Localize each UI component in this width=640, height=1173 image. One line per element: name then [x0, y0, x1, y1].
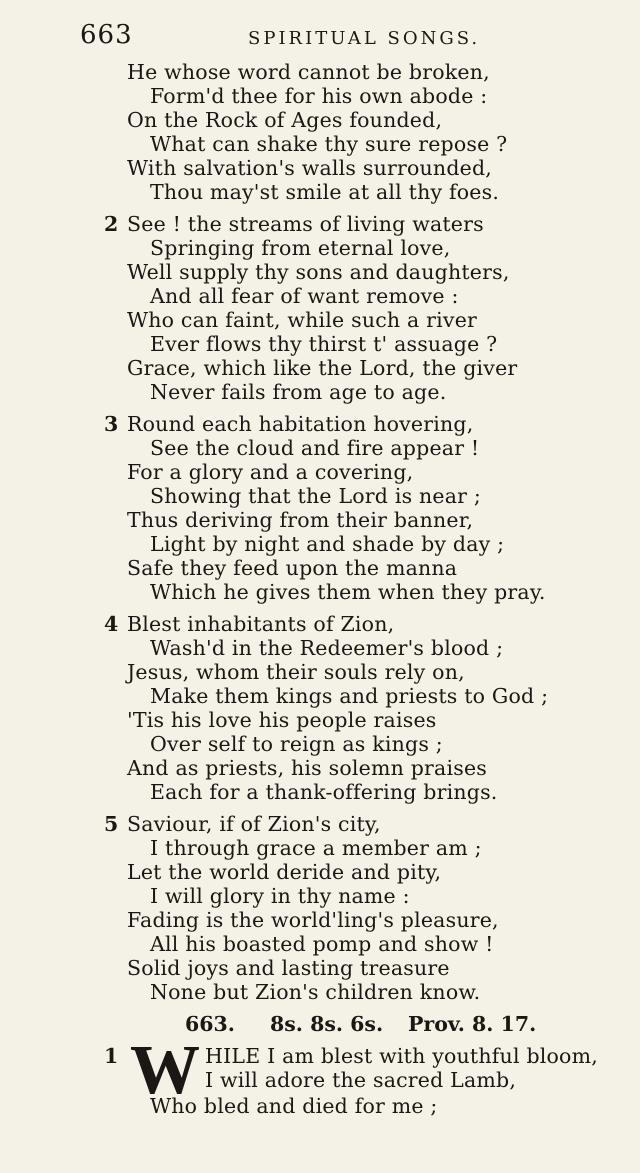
stanza-number: 5 [104, 812, 119, 836]
verse-line: Jesus, whom their souls rely on, [127, 660, 465, 684]
hymn-meter: 8s. 8s. 6s. [270, 1012, 384, 1036]
stanza-number: 3 [104, 412, 119, 436]
verse-line: Thus deriving from their banner, [127, 508, 474, 532]
verse-line: 'Tis his love his people raises [127, 708, 437, 732]
page-number: 663 [80, 20, 133, 50]
verse-line: None but Zion's children know. [150, 980, 481, 1004]
verse-line: Wash'd in the Redeemer's blood ; [150, 636, 504, 660]
verse-line: See the cloud and fire appear ! [150, 436, 480, 460]
verse-line: See ! the streams of living waters [127, 212, 484, 236]
verse-line: All his boasted pomp and show ! [150, 932, 494, 956]
verse-line: Fading is the world'ling's pleasure, [127, 908, 499, 932]
verse-line: Ever flows thy thirst t' assuage ? [150, 332, 498, 356]
stanza-number: 1 [104, 1044, 119, 1068]
verse-line: Solid joys and lasting treasure [127, 956, 450, 980]
verse-line: Round each habitation hovering, [127, 412, 474, 436]
hymn-number: 663. [185, 1012, 235, 1036]
verse-line: Let the world deride and pity, [127, 860, 442, 884]
verse-line: Make them kings and priests to God ; [150, 684, 549, 708]
verse-line: Well supply thy sons and daughters, [127, 260, 510, 284]
verse-line: Never fails from age to age. [150, 380, 447, 404]
verse-line: Each for a thank-offering brings. [150, 780, 498, 804]
verse-line: And as priests, his solemn praises [127, 756, 488, 780]
verse-line: Showing that the Lord is near ; [150, 484, 482, 508]
running-title: SPIRITUAL SONGS. [248, 28, 481, 49]
verse-line: Saviour, if of Zion's city, [127, 812, 381, 836]
verse-line: I through grace a member am ; [150, 836, 482, 860]
verse-line: I will glory in thy name : [150, 884, 410, 908]
verse-line: Thou may'st smile at all thy foes. [150, 180, 500, 204]
stanza-number: 4 [104, 612, 119, 636]
verse-line: Grace, which like the Lord, the giver [127, 356, 518, 380]
verse-line: Who can faint, while such a river [127, 308, 478, 332]
verse-line: Which he gives them when they pray. [150, 580, 546, 604]
verse-line: Light by night and shade by day ; [150, 532, 505, 556]
verse-line: For a glory and a covering, [127, 460, 414, 484]
verse-line: Safe they feed upon the manna [127, 556, 458, 580]
stanza-number: 2 [104, 212, 119, 236]
verse-line: Form'd thee for his own abode : [150, 84, 488, 108]
verse-line: And all fear of want remove : [150, 284, 459, 308]
verse-line: Over self to reign as kings ; [150, 732, 443, 756]
verse-line: Blest inhabitants of Zion, [127, 612, 395, 636]
scripture-reference: Prov. 8. 17. [408, 1012, 537, 1036]
verse-line: He whose word cannot be broken, [127, 60, 490, 84]
verse-line: With salvation's walls surrounded, [127, 156, 493, 180]
verse-line: What can shake thy sure repose ? [150, 132, 508, 156]
verse-line: HILE I am blest with youthful bloom, [205, 1044, 598, 1068]
verse-line: On the Rock of Ages founded, [127, 108, 443, 132]
verse-line: Who bled and died for me ; [150, 1094, 438, 1118]
verse-line: Springing from eternal love, [150, 236, 451, 260]
verse-line: I will adore the sacred Lamb, [205, 1068, 517, 1092]
drop-cap: W [130, 1032, 200, 1109]
